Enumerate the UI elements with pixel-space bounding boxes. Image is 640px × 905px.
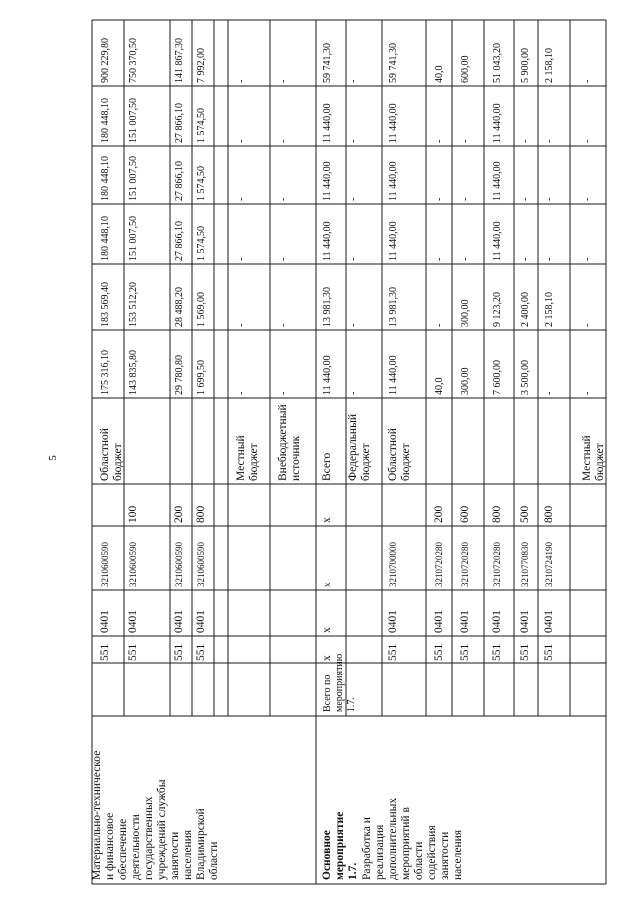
measure-title-line: мероприятие [334, 811, 346, 880]
cell-grbs: 551 [459, 643, 471, 661]
cell-y2019: 40,0 [434, 377, 445, 395]
cell-rz: 0401 [543, 610, 555, 633]
cell-y2023: 1 574,50 [196, 108, 207, 143]
cell-y2022: - [544, 197, 555, 201]
cell-y2021: - [520, 257, 531, 261]
cell-y2022: - [582, 197, 593, 201]
measure-desc-line: занятости [439, 831, 451, 880]
cell-csr: 3210600590 [128, 542, 138, 587]
source-label: Всего [321, 452, 333, 481]
cell-vr: 500 [519, 505, 531, 523]
measure-name-line: занятости [169, 831, 181, 880]
measure-desc-line: области [413, 841, 425, 880]
cell-y2020: 2 400,00 [520, 292, 531, 327]
cell-y2023: - [544, 139, 555, 143]
cell-y2021: 11 440,00 [322, 221, 333, 261]
cell-y2019: 300,00 [460, 367, 471, 395]
cell-csr: 3210720280 [460, 542, 470, 587]
measure-name-line: учреждений службы [156, 779, 168, 880]
cell-total: 59 741,30 [322, 43, 333, 83]
cell-total: 900 229,80 [100, 38, 111, 83]
cell-csr: 3210600590 [100, 542, 110, 587]
cell-grbs: 551 [195, 643, 207, 661]
measure-desc-line: реализация [374, 824, 386, 880]
measure-desc-line: населения [452, 829, 464, 880]
cell-y2022: - [278, 197, 289, 201]
source-label: бюджет [360, 443, 372, 481]
source-label: бюджет [112, 443, 124, 481]
measure-desc-line: Разработка и [361, 817, 373, 880]
cell-y2021: 151 007,50 [128, 216, 139, 261]
cell-y2022: - [236, 197, 247, 201]
source-label: Внебюджетный [277, 404, 289, 481]
cell-vr: 600 [459, 505, 471, 523]
cell-vr: 800 [491, 505, 503, 523]
cell-vr: 200 [433, 505, 445, 523]
cell-y2023: 180 448,10 [100, 98, 111, 143]
cell-grbs: 551 [543, 643, 555, 661]
cell-y2021: 27 866,10 [174, 221, 185, 261]
cell-total: - [278, 79, 289, 83]
cell-y2020: 153 512,20 [128, 282, 139, 327]
cell-y2021: 1 574,50 [196, 226, 207, 261]
measure-name-line: населения [182, 829, 194, 880]
cell-y2020: - [278, 323, 289, 327]
cell-rz: 0401 [387, 610, 399, 633]
source-label: бюджет [400, 443, 412, 481]
cell-csr: 3210700000 [388, 542, 398, 587]
cell-y2021: - [278, 257, 289, 261]
cell-y2021: - [582, 257, 593, 261]
cell-y2021: 180 448,10 [100, 216, 111, 261]
measure-desc-line: мероприятий в [400, 807, 412, 880]
cell-vr: 200 [173, 505, 185, 523]
cell-rz: 0401 [99, 610, 111, 633]
cell-total: 750 370,50 [128, 38, 139, 83]
cell-y2020: 9 123,20 [492, 292, 503, 327]
cell-csr: 3210600590 [174, 542, 184, 587]
page-number: 5 [46, 455, 59, 461]
cell-y2023: - [520, 139, 531, 143]
measure-note-line: Всего по [322, 674, 333, 712]
cell-y2020: 300,00 [460, 299, 471, 327]
cell-y2022: 180 448,10 [100, 156, 111, 201]
cell-y2022: 27 866,10 [174, 161, 185, 201]
cell-y2020: 13 981,30 [322, 287, 333, 327]
cell-total: - [348, 79, 359, 83]
cell-y2020: - [236, 323, 247, 327]
cell-y2022: 11 440,00 [492, 161, 503, 201]
cell-rz: 0401 [491, 610, 503, 633]
cell-y2020: - [434, 323, 445, 327]
source-label: Местный [235, 435, 247, 481]
cell-grbs: 551 [433, 643, 445, 661]
cell-y2019: 29 780,80 [174, 355, 185, 395]
measure-desc-line: содействия [426, 825, 438, 880]
cell-y2021: - [348, 257, 359, 261]
cell-grbs: 551 [519, 643, 531, 661]
cell-vr: 800 [543, 505, 555, 523]
cell-rz: 0401 [195, 610, 207, 633]
cell-total: 141 867,30 [174, 38, 185, 83]
measure-desc-line: дополнительных [387, 797, 399, 880]
cell-y2020: 28 488,20 [174, 287, 185, 327]
cell-y2019: - [544, 391, 555, 395]
cell-y2019: 3 500,00 [520, 360, 531, 395]
cell-vr: 800 [195, 505, 207, 523]
cell-y2023: - [236, 139, 247, 143]
cell-y2022: - [520, 197, 531, 201]
cell-total: 600,00 [460, 55, 471, 83]
measure-title-line: 1.7. [347, 862, 359, 880]
cell-csr: 3210720280 [434, 542, 444, 587]
cell-y2022: - [434, 197, 445, 201]
cell-y2022: 11 440,00 [388, 161, 399, 201]
cell-y2023: - [278, 139, 289, 143]
cell-y2023: - [582, 139, 593, 143]
cell-grbs: 551 [387, 643, 399, 661]
cell-y2019: - [236, 391, 247, 395]
cell-y2019: - [582, 391, 593, 395]
cell-total: 7 992,00 [196, 48, 207, 83]
cell-y2020: - [348, 323, 359, 327]
measure-name-line: области [208, 841, 220, 880]
source-label: Местный [581, 435, 593, 481]
measure-name-line: государственных [143, 796, 155, 880]
cell-y2023: 11 440,00 [322, 103, 333, 143]
cell-total: 5 900,00 [520, 48, 531, 83]
cell-y2019: 7 600,00 [492, 360, 503, 395]
cell-y2019: 175 316,10 [100, 350, 111, 395]
cell-y2021: 11 440,00 [492, 221, 503, 261]
cell-y2020: 2 158,10 [544, 292, 555, 327]
cell-y2023: - [348, 139, 359, 143]
measure-name-line: Материально-техническое [91, 750, 103, 880]
source-label: Областной [99, 428, 111, 481]
cell-total: 59 741,30 [388, 43, 399, 83]
cell-y2020: 183 569,40 [100, 282, 111, 327]
measure-name-line: и финансовое [104, 812, 116, 880]
cell-y2021: - [460, 257, 471, 261]
cell-grbs: 551 [127, 643, 139, 661]
cell-rz: 0401 [433, 610, 445, 633]
cell-y2022: 151 007,50 [128, 156, 139, 201]
cell-y2019: 143 835,80 [128, 350, 139, 395]
measure-name-line: Владимирской [195, 808, 207, 880]
cell-y2023: - [460, 139, 471, 143]
cell-y2019: 11 440,00 [322, 355, 333, 395]
cell-total: 40,0 [434, 65, 445, 83]
cell-y2020: 13 981,30 [388, 287, 399, 327]
cell-y2023: 27 866,10 [174, 103, 185, 143]
cell-y2021: - [236, 257, 247, 261]
measure-note-line: 1.7. [346, 697, 357, 712]
cell-vr: х [321, 517, 333, 523]
source-label: источник [290, 435, 302, 481]
cell-grbs: 551 [491, 643, 503, 661]
cell-y2019: - [348, 391, 359, 395]
cell-total: 2 158,10 [544, 48, 555, 83]
cell-csr: 3210720280 [492, 542, 502, 587]
cell-y2022: - [348, 197, 359, 201]
measure-title-line: Основное [321, 830, 333, 880]
cell-csr: 3210724190 [544, 542, 554, 587]
cell-rz: х [321, 627, 333, 633]
cell-y2020: - [582, 323, 593, 327]
cell-csr: 3210600590 [196, 542, 206, 587]
measure-name-line: деятельности [130, 814, 142, 880]
cell-csr: 3210770830 [520, 542, 530, 587]
cell-total: - [582, 79, 593, 83]
cell-rz: 0401 [459, 610, 471, 633]
measure-name-line: обеспечение [117, 818, 129, 880]
cell-y2023: 11 440,00 [492, 103, 503, 143]
cell-y2023: 151 007,50 [128, 98, 139, 143]
cell-y2019: - [278, 391, 289, 395]
source-label: Федеральный [347, 414, 359, 481]
cell-y2019: 11 440,00 [388, 355, 399, 395]
cell-y2020: 1 569,00 [196, 292, 207, 327]
source-label: бюджет [594, 443, 606, 481]
cell-y2023: 11 440,00 [388, 103, 399, 143]
measure-note-line: мероприятию [334, 653, 345, 712]
cell-rz: 0401 [173, 610, 185, 633]
cell-total: 51 043,20 [492, 43, 503, 83]
cell-total: - [236, 79, 247, 83]
cell-y2022: 11 440,00 [322, 161, 333, 201]
cell-grbs: 551 [99, 643, 111, 661]
cell-y2021: - [544, 257, 555, 261]
source-label: бюджет [248, 443, 260, 481]
cell-rz: 0401 [519, 610, 531, 633]
cell-y2022: 1 574,50 [196, 166, 207, 201]
cell-grbs: 551 [173, 643, 185, 661]
cell-y2021: 11 440,00 [388, 221, 399, 261]
cell-csr: х [322, 582, 332, 587]
cell-y2019: 1 699,50 [196, 360, 207, 395]
cell-y2021: - [434, 257, 445, 261]
source-label: Областной [387, 428, 399, 481]
cell-y2023: - [434, 139, 445, 143]
cell-y2022: - [460, 197, 471, 201]
cell-vr: 100 [127, 505, 139, 523]
cell-rz: 0401 [127, 610, 139, 633]
cell-grbs: х [321, 655, 333, 661]
